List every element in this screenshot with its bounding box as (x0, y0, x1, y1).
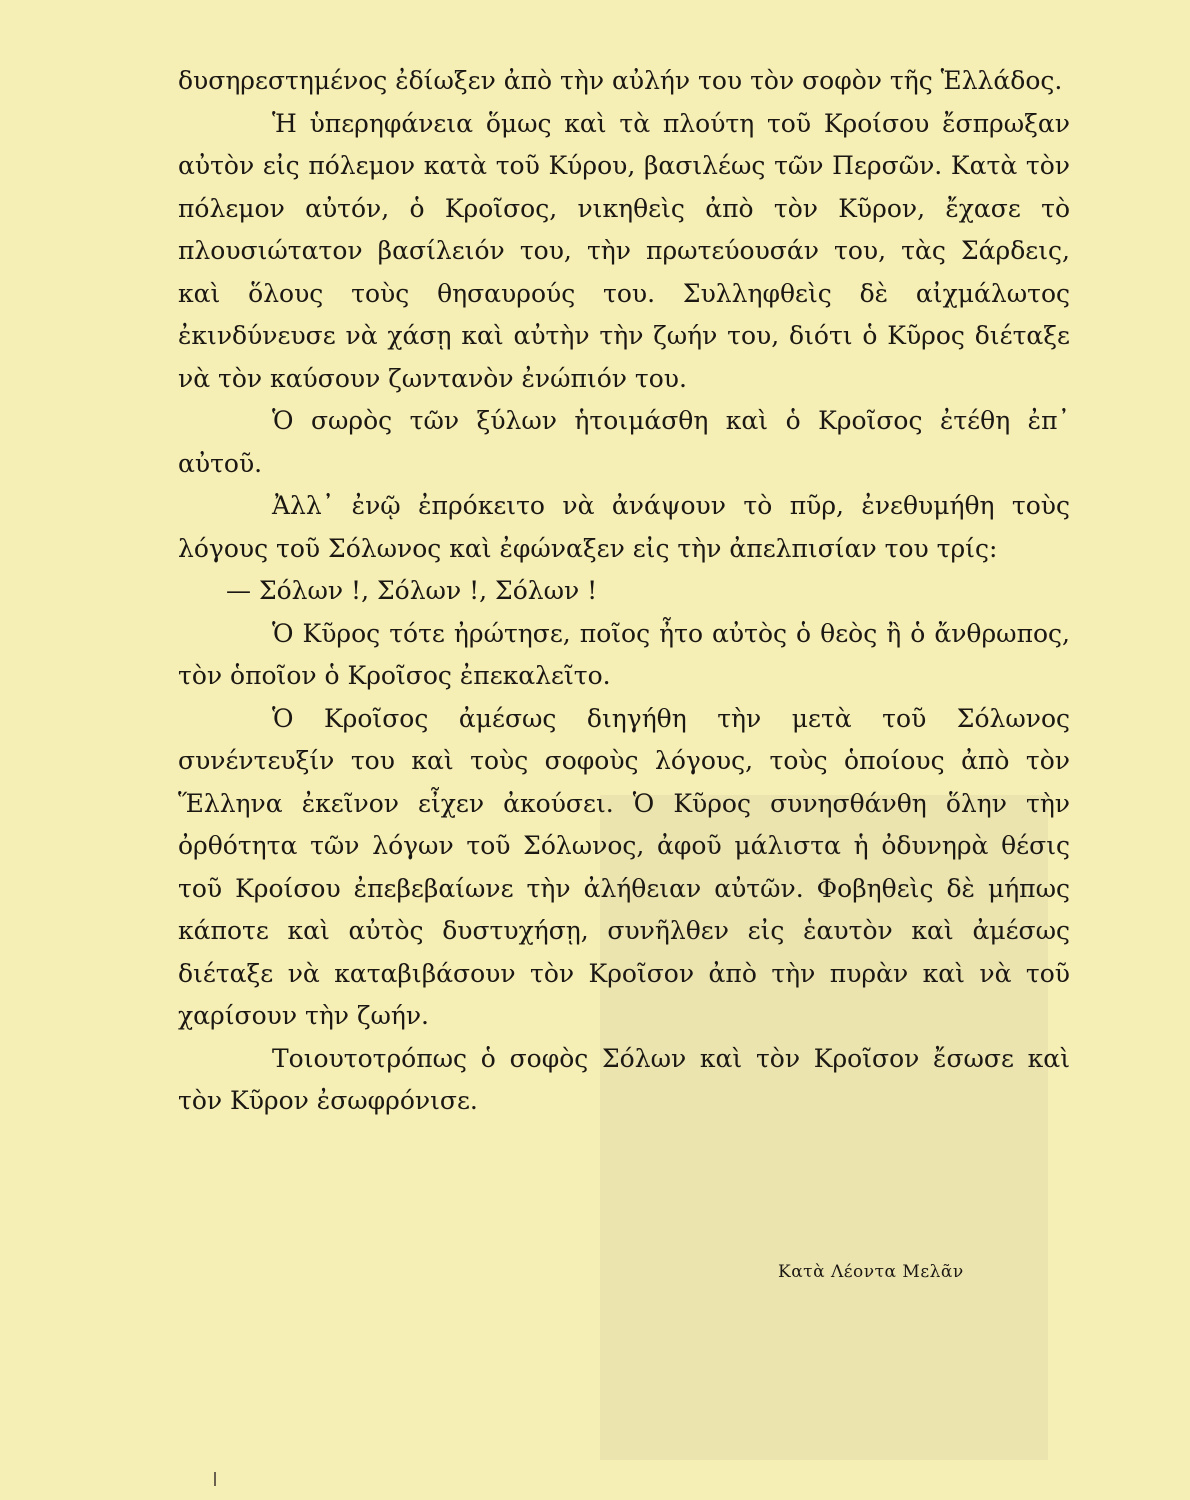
story-text (178, 60, 1070, 1123)
page-speck (214, 1472, 216, 1486)
paragraph-7: Ὁ Κροῖσος ἀμέσως διηγήθη τὴν μετὰ τοῦ Σόλωνος συνέντευξίν του καὶ τοὺς σοφοὺς λόγους, τοὺς ὁποίους ἀπὸ τὸν Ἕλληνα ἐκεῖνον εἶχεν ἀκούσει. Ὁ Κῦρος συνησθάνθη ὅλην τὴν ὀρθότητα τῶν λόγων τοῦ Σόλωνος, ἀφοῦ μάλιστα ἡ ὀδυνηρὰ θέσις τοῦ Κροίσου ἐπεβεβαίωνε τὴν ἀλήθειαν αὐτῶν. Φοβηθεὶς δὲ μήπως κάποτε καὶ αὐτὸς δυστυχήσῃ, συνῆλθεν εἰς ἑαυτὸν καὶ ἀμέσως διέταξε νὰ καταβιβάσουν τὸν Κροῖσον ἀπὸ τὴν πυρὰν καὶ νὰ τοῦ χαρίσουν τὴν ζωήν. (178, 703, 1070, 1030)
paragraph-6: Ὁ Κῦρος τότε ἠρώτησε, ποῖος ἦτο αὐτὸς ὁ θεὸς ἢ ὁ ἄνθρωπος, τὸν ὁποῖον ὁ Κροῖσος ἐπεκαλεῖτο. (178, 618, 1070, 690)
author-attribution: Κατὰ Λέοντα Μελᾶν (778, 1262, 964, 1282)
paragraph-2: Ἡ ὑπερηφάνεια ὅμως καὶ τὰ πλούτη τοῦ Κροίσου ἔσπρωξαν αὐτὸν εἰς πόλεμον κατὰ τοῦ Κύρου, βασιλέως τῶν Περσῶν. Κατὰ τὸν πόλεμον αὐτόν, ὁ Κροῖσος, νικηθεὶς ἀπὸ τὸν Κῦρον, ἔχασε τὸ πλουσιώτατον βασίλειόν του, τὴν πρωτεύουσάν του, τὰς Σάρδεις, καὶ ὅλους τοὺς θησαυρούς του. Συλληφθεὶς δὲ αἰχμάλωτος ἐκινδύνευσε νὰ χάσῃ καὶ αὐτὴν τὴν ζωήν του, διότι ὁ Κῦρος διέταξε νὰ τὸν καύσουν ζωντανὸν ἐνώπιόν του. (178, 108, 1070, 393)
paragraph-1: δυσηρεστημένος ἐδίωξεν ἀπὸ τὴν αὐλήν του τὸν σοφὸν τῆς Ἑλλάδος. (178, 66, 1063, 95)
paragraph-4: Ἀλλ᾿ ἐνῷ ἐπρόκειτο νὰ ἀνάψουν τὸ πῦρ, ἐνεθυμήθη τοὺς λόγους τοῦ Σόλωνος καὶ ἐφώναξεν εἰς τὴν ἀπελπισίαν του τρίς: (178, 491, 1070, 563)
paragraph-3: Ὁ σωρὸς τῶν ξύλων ἡτοιμάσθη καὶ ὁ Κροῖσος ἐτέθη ἐπ᾿ αὐτοῦ. (178, 406, 1070, 478)
paragraph-8: Τοιουτοτρόπως ὁ σοφὸς Σόλων καὶ τὸν Κροῖσον ἔσωσε καὶ τὸν Κῦρον ἐσωφρόνισε. (178, 1043, 1070, 1115)
dialog-line: — Σόλων !, Σόλων !, Σόλων ! (226, 576, 598, 605)
